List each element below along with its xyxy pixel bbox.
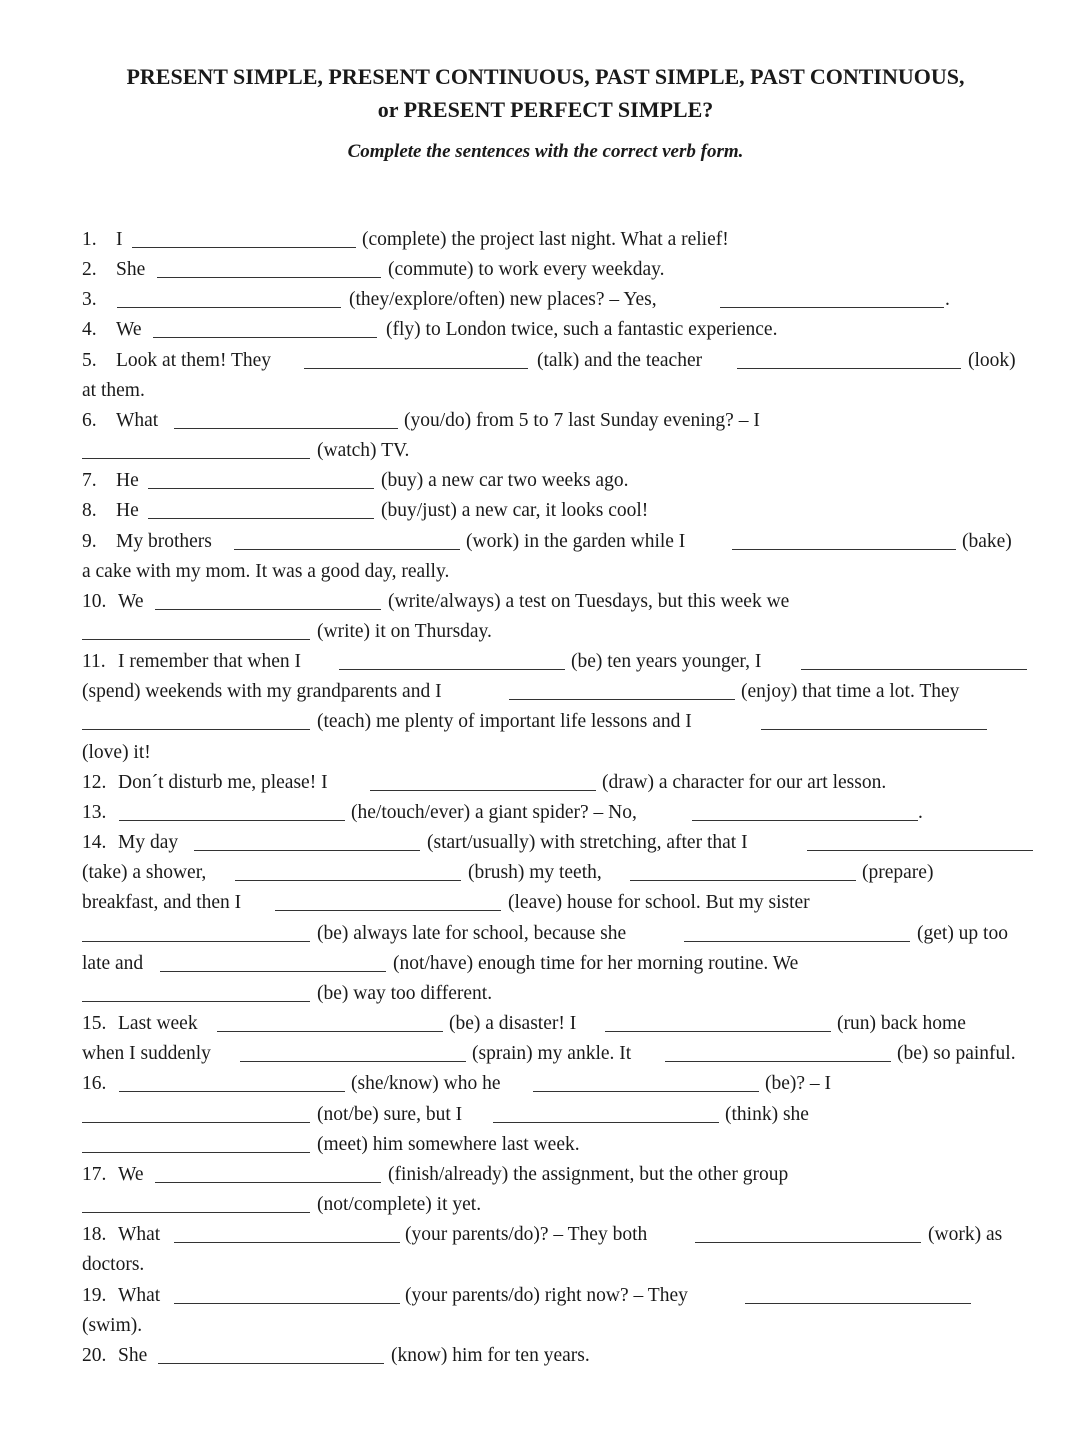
answer-blank[interactable] (745, 1303, 971, 1304)
instructions: Complete the sentences with the correct verb form. (347, 141, 744, 162)
answer-blank[interactable] (235, 880, 461, 881)
answer-blank[interactable] (695, 1242, 921, 1243)
item-number: 3. (82, 289, 97, 310)
item-number: 9. (82, 531, 97, 552)
item-text: (leave) house for school. But my sister (508, 892, 810, 913)
item-text: (look) (968, 350, 1016, 371)
item-text: (swim). (82, 1315, 143, 1336)
item-text: (watch) TV. (317, 440, 410, 461)
answer-blank[interactable] (630, 880, 856, 881)
item-text: He (116, 470, 139, 491)
item-number: 7. (82, 470, 97, 491)
item-text: She (118, 1345, 148, 1366)
answer-blank[interactable] (174, 1303, 400, 1304)
answer-blank[interactable] (240, 1061, 466, 1062)
item-text: (run) back home (837, 1013, 966, 1034)
answer-blank[interactable] (684, 941, 910, 942)
item-text: (start/usually) with stretching, after that I (427, 832, 748, 853)
item-text: (know) him for ten years. (391, 1345, 590, 1366)
answer-blank[interactable] (605, 1031, 831, 1032)
item-text: Last week (118, 1013, 198, 1034)
answer-blank[interactable] (370, 790, 596, 791)
item-text: (love) it! (82, 742, 151, 763)
item-text: (prepare) (862, 862, 934, 883)
item-number: 15. (82, 1013, 107, 1034)
answer-blank[interactable] (82, 458, 310, 459)
item-text: She (116, 259, 146, 280)
answer-blank[interactable] (160, 971, 386, 972)
item-text: What (116, 410, 159, 431)
item-text: (buy/just) a new car, it looks cool! (381, 500, 649, 521)
answer-blank[interactable] (533, 1091, 759, 1092)
answer-blank[interactable] (117, 307, 341, 308)
item-text: (you/do) from 5 to 7 last Sunday evening? – I (404, 410, 760, 431)
item-text: Don´t disturb me, please! I (118, 772, 328, 793)
answer-blank[interactable] (155, 1182, 381, 1183)
answer-blank[interactable] (119, 1091, 345, 1092)
item-number: 12. (82, 772, 107, 793)
answer-blank[interactable] (493, 1122, 719, 1123)
answer-blank[interactable] (158, 1363, 384, 1364)
item-text: (spend) weekends with my grandparents and I (82, 681, 442, 702)
answer-blank[interactable] (82, 639, 310, 640)
item-text: (write) it on Thursday. (317, 621, 492, 642)
answer-blank[interactable] (82, 1212, 310, 1213)
answer-blank[interactable] (194, 850, 420, 851)
item-text: (he/touch/ever) a giant spider? – No, (351, 802, 637, 823)
item-text: (she/know) who he (351, 1073, 501, 1094)
item-text: We (118, 1164, 144, 1185)
answer-blank[interactable] (82, 1152, 310, 1153)
answer-blank[interactable] (174, 1242, 400, 1243)
answer-blank[interactable] (692, 820, 918, 821)
item-text: when I suddenly (82, 1043, 211, 1064)
item-text: (your parents/do)? – They both (405, 1224, 648, 1245)
answer-blank[interactable] (339, 669, 565, 670)
item-text: (they/explore/often) new places? – Yes, (349, 289, 657, 310)
item-text: . (945, 289, 950, 310)
item-text: We (118, 591, 144, 612)
item-text: (get) up too (917, 923, 1008, 944)
item-number: 1. (82, 229, 97, 250)
answer-blank[interactable] (807, 850, 1033, 851)
item-text: (be)? – I (765, 1073, 832, 1094)
item-number: 10. (82, 591, 107, 612)
item-number: 20. (82, 1345, 107, 1366)
answer-blank[interactable] (82, 1122, 310, 1123)
item-number: 16. (82, 1073, 107, 1094)
item-text: He (116, 500, 139, 521)
item-text: a cake with my mom. It was a good day, really. (82, 561, 450, 582)
item-text: (not/have) enough time for her morning routine. We (393, 953, 799, 974)
item-number: 17. (82, 1164, 107, 1185)
item-text: What (118, 1285, 161, 1306)
answer-blank[interactable] (82, 1001, 310, 1002)
answer-blank[interactable] (217, 1031, 443, 1032)
item-text: (teach) me plenty of important life lessons and I (317, 711, 692, 732)
item-text: (not/be) sure, but I (317, 1104, 463, 1125)
item-text: Look at them! They (116, 350, 272, 371)
item-text: (be) a disaster! I (449, 1013, 577, 1034)
item-text: (brush) my teeth, (468, 862, 602, 883)
item-text: breakfast, and then I (82, 892, 242, 913)
item-text: (write/always) a test on Tuesdays, but this week we (388, 591, 790, 612)
item-text: We (116, 319, 142, 340)
answer-blank[interactable] (157, 277, 381, 278)
item-text: I remember that when I (118, 651, 302, 672)
answer-blank[interactable] (174, 428, 398, 429)
answer-blank[interactable] (82, 941, 310, 942)
item-number: 5. (82, 350, 97, 371)
answer-blank[interactable] (155, 609, 381, 610)
item-text: My day (118, 832, 179, 853)
item-text: (buy) a new car two weeks ago. (381, 470, 629, 491)
item-number: 6. (82, 410, 97, 431)
item-number: 11. (82, 651, 106, 672)
item-text: (be) ten years younger, I (571, 651, 762, 672)
item-number: 18. (82, 1224, 107, 1245)
item-number: 19. (82, 1285, 107, 1306)
item-text: (sprain) my ankle. It (472, 1043, 632, 1064)
item-text: (commute) to work every weekday. (388, 259, 665, 280)
item-text: (finish/already) the assignment, but the other group (388, 1164, 789, 1185)
item-text: (bake) (962, 531, 1012, 552)
item-text: I (116, 229, 123, 250)
answer-blank[interactable] (148, 488, 374, 489)
item-number: 14. (82, 832, 107, 853)
item-text: (work) as (928, 1224, 1003, 1245)
item-text: (draw) a character for our art lesson. (602, 772, 887, 793)
answer-blank[interactable] (737, 368, 961, 369)
answer-blank[interactable] (761, 729, 987, 730)
item-text: (meet) him somewhere last week. (317, 1134, 580, 1155)
item-number: 2. (82, 259, 97, 280)
item-text: My brothers (116, 531, 212, 552)
worksheet-title (0, 60, 1091, 126)
item-text: late and (82, 953, 144, 974)
answer-blank[interactable] (720, 307, 944, 308)
answer-blank[interactable] (234, 549, 460, 550)
answer-blank[interactable] (275, 910, 501, 911)
title-line-1: PRESENT SIMPLE, PRESENT CONTINUOUS, PAST SIMPLE, PAST CONTINUOUS, (126, 64, 965, 89)
item-number: 13. (82, 802, 107, 823)
item-text: (be) so painful. (897, 1043, 1016, 1064)
answer-blank[interactable] (665, 1061, 891, 1062)
item-number: 4. (82, 319, 97, 340)
item-text: (enjoy) that time a lot. They (741, 681, 960, 702)
item-text: (talk) and the teacher (537, 350, 703, 371)
item-text: (work) in the garden while I (466, 531, 686, 552)
item-number: 8. (82, 500, 97, 521)
item-text: (be) way too different. (317, 983, 493, 1004)
item-text: (not/complete) it yet. (317, 1194, 482, 1215)
item-text: (be) always late for school, because she (317, 923, 627, 944)
item-text: (fly) to London twice, such a fantastic experience. (386, 319, 778, 340)
item-text: doctors. (82, 1254, 145, 1275)
answer-blank[interactable] (801, 669, 1027, 670)
item-text: What (118, 1224, 161, 1245)
title-line-2: or PRESENT PERFECT SIMPLE? (377, 97, 714, 122)
answer-blank[interactable] (82, 729, 310, 730)
item-text: at them. (82, 380, 145, 401)
item-text: . (918, 802, 923, 823)
answer-blank[interactable] (153, 337, 377, 338)
item-text: (think) she (725, 1104, 809, 1125)
answer-blank[interactable] (304, 368, 528, 369)
answer-blank[interactable] (119, 820, 345, 821)
item-text: (your parents/do) right now? – They (405, 1285, 688, 1306)
answer-blank[interactable] (148, 518, 374, 519)
item-text: (take) a shower, (82, 862, 207, 883)
answer-blank[interactable] (732, 549, 956, 550)
item-text: (complete) the project last night. What a relief! (362, 229, 729, 250)
answer-blank[interactable] (509, 699, 735, 700)
answer-blank[interactable] (132, 247, 356, 248)
